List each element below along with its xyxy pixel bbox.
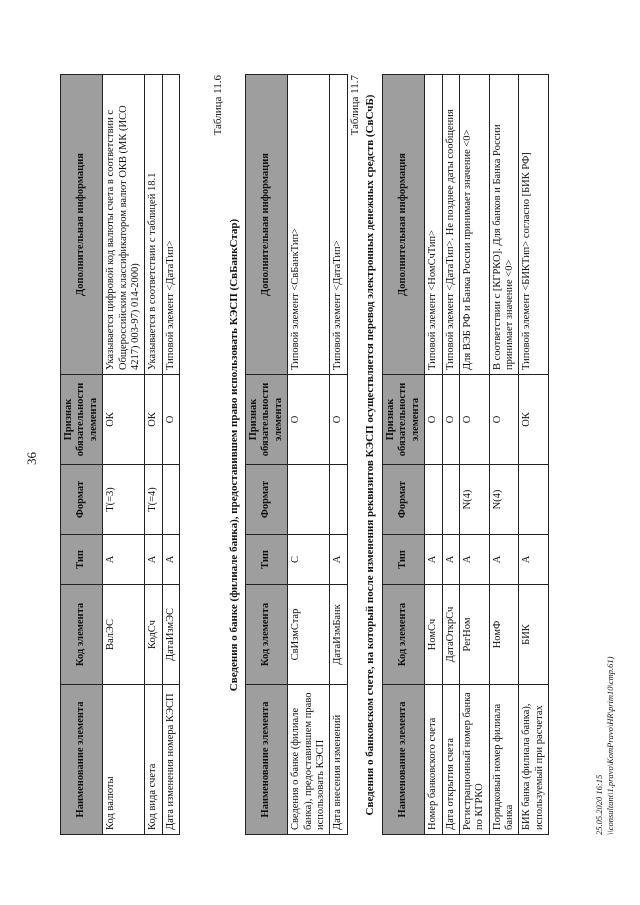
- table-caption-11-7: Сведения о банковском счете, на который после изменения реквизитов КЭСП осуществляется перевод электронных денежных средств (СвСчБ): [364, 94, 376, 816]
- cell-info: Типовой элемент <ДатаТип>. Не позднее даты сообщения: [442, 75, 459, 375]
- header-required: Признак обязательности элемента: [61, 375, 103, 465]
- cell-type: А: [519, 535, 549, 585]
- cell-required: ОК: [519, 375, 549, 465]
- cell-format: [288, 465, 330, 535]
- header-info: Дополнительная информация: [383, 75, 425, 375]
- cell-format: T(=3): [103, 465, 145, 535]
- table-row: [145, 75, 162, 835]
- cell-info: Типовой элемент <ДатаТип>: [330, 75, 347, 375]
- cell-info: Для ВЭБ РФ и Банка России принимает значение <0>: [459, 75, 489, 375]
- cell-code: ДатаИзмЭС: [162, 585, 179, 685]
- table-11-5-continuation: [60, 74, 180, 835]
- cell-info: Указывается цифровой код валюты счета в соответствии с Общероссийским классификатором валют ОКВ (МК (ИСО 4217) 003-97) 014-2000): [103, 75, 145, 375]
- cell-name: Дата внесения изменений: [330, 685, 347, 835]
- cell-type: А: [145, 535, 162, 585]
- table-row: [103, 75, 145, 835]
- cell-required: ОК: [103, 375, 145, 465]
- cell-format: T(=4): [145, 465, 162, 535]
- cell-required: О: [330, 375, 347, 465]
- header-type: Тип: [246, 535, 288, 585]
- cell-info: В соответствии с [КГРКО]. Для банков и Банка России принимает значение <0>: [489, 75, 519, 375]
- cell-name: Код вида счета: [145, 685, 162, 835]
- cell-required: О: [442, 375, 459, 465]
- header-name: Наименование элемента: [246, 685, 288, 835]
- cell-required: ОК: [145, 375, 162, 465]
- header-format: Формат: [246, 465, 288, 535]
- stamp-date: 25.05.2020 16:15: [594, 774, 604, 835]
- header-required: Признак обязательности элемента: [383, 375, 425, 465]
- stamp-path: \\consultant\1.pravo\KomPravo\HR\prim10\стр.61): [604, 656, 615, 835]
- table-row: [425, 75, 442, 835]
- cell-type: А: [330, 535, 347, 585]
- cell-info: Типовой элемент <СвБанкТип>: [288, 75, 330, 375]
- table-caption-11-6: Сведения о банке (филиале банка), предоставившем право использовать КЭСП (СвБанкСтар): [228, 218, 240, 692]
- page-number: 36: [24, 452, 39, 465]
- table-header-row: [246, 75, 288, 835]
- cell-type: А: [442, 535, 459, 585]
- cell-code: ДатаОткрСч: [442, 585, 459, 685]
- header-format: Формат: [61, 465, 103, 535]
- header-info: Дополнительная информация: [246, 75, 288, 375]
- cell-code: ВалЭС: [103, 585, 145, 685]
- table-header-row: [383, 75, 425, 835]
- table-header-row: [61, 75, 103, 835]
- cell-type: А: [103, 535, 145, 585]
- table-number-11-6: Таблица 11.6: [212, 75, 224, 136]
- cell-type: А: [459, 535, 489, 585]
- cell-info: Указывается в соответствии с таблицей 18.1: [145, 75, 162, 375]
- header-code: Код элемента: [246, 585, 288, 685]
- table-11-6: [245, 74, 348, 835]
- cell-info: Типовой элемент <БИКТип> согласно [БИК РФ]: [519, 75, 549, 375]
- table-row: [519, 75, 549, 835]
- cell-code: НомФ: [489, 585, 519, 685]
- cell-type: А: [162, 535, 179, 585]
- cell-format: [330, 465, 347, 535]
- table-number-11-7: Таблица 11.7: [349, 75, 361, 136]
- header-name: Наименование элемента: [61, 685, 103, 835]
- table-row: [459, 75, 489, 835]
- cell-format: [519, 465, 549, 535]
- cell-info: Типовой элемент <ДатаТип>: [162, 75, 179, 375]
- cell-code: НомСч: [425, 585, 442, 685]
- cell-format: N(4): [459, 465, 489, 535]
- cell-info: Типовой элемент <НомСчТип>: [425, 75, 442, 375]
- cell-code: РегНом: [459, 585, 489, 685]
- header-info: Дополнительная информация: [61, 75, 103, 375]
- cell-code: БИК: [519, 585, 549, 685]
- header-code: Код элемента: [383, 585, 425, 685]
- print-stamp: [594, 657, 615, 836]
- cell-required: О: [489, 375, 519, 465]
- table-row: [442, 75, 459, 835]
- cell-required: О: [288, 375, 330, 465]
- cell-required: О: [425, 375, 442, 465]
- cell-code: СвИзмСтар: [288, 585, 330, 685]
- cell-type: А: [425, 535, 442, 585]
- cell-code: КодСч: [145, 585, 162, 685]
- header-code: Код элемента: [61, 585, 103, 685]
- cell-name: Дата изменения номера КЭСП: [162, 685, 179, 835]
- cell-required: О: [459, 375, 489, 465]
- table-11-7: [382, 74, 549, 835]
- cell-required: О: [162, 375, 179, 465]
- cell-name: Номер банковского счета: [425, 685, 442, 835]
- table-row: [162, 75, 179, 835]
- cell-name: Код валюты: [103, 685, 145, 835]
- cell-name: Дата открытия счета: [442, 685, 459, 835]
- cell-name: БИК банка (филиала банка), используемый при расчетах: [519, 685, 549, 835]
- table-row: [489, 75, 519, 835]
- header-type: Тип: [383, 535, 425, 585]
- cell-type: А: [489, 535, 519, 585]
- cell-type: С: [288, 535, 330, 585]
- cell-name: Регистрационный номер банка по КГРКО: [459, 685, 489, 835]
- cell-format: [162, 465, 179, 535]
- cell-format: [425, 465, 442, 535]
- header-required: Признак обязательности элемента: [246, 375, 288, 465]
- cell-name: Порядковый номер филиала банка: [489, 685, 519, 835]
- header-name: Наименование элемента: [383, 685, 425, 835]
- table-row: [288, 75, 330, 835]
- header-format: Формат: [383, 465, 425, 535]
- header-type: Тип: [61, 535, 103, 585]
- table-row: [330, 75, 347, 835]
- cell-name: Сведения о банке (филиале банка), предоставившем право использовать КЭСП: [288, 685, 330, 835]
- cell-format: [442, 465, 459, 535]
- cell-code: ДатаИзмБанк: [330, 585, 347, 685]
- cell-format: N(4): [489, 465, 519, 535]
